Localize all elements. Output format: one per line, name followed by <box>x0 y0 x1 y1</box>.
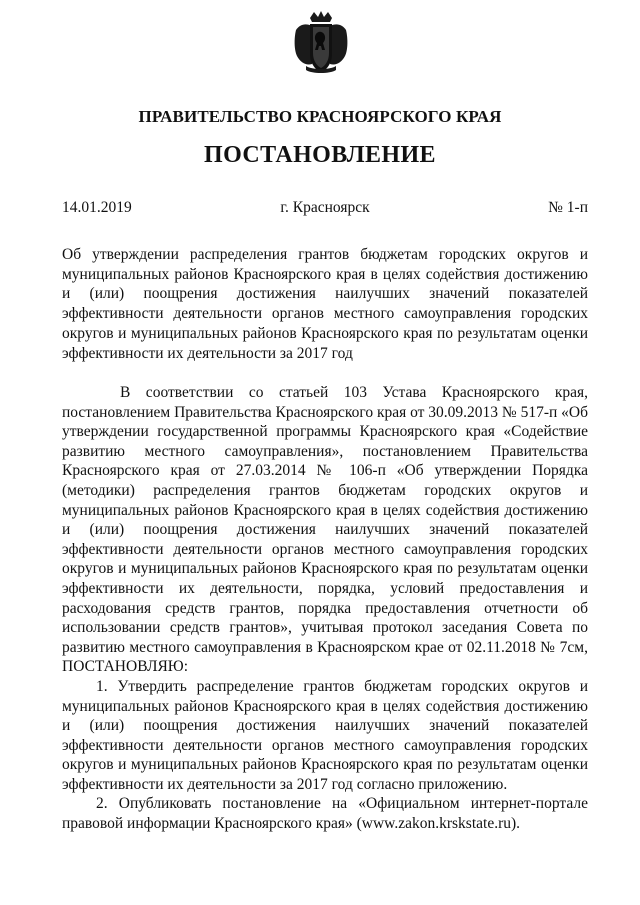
document-date: 14.01.2019 <box>62 199 132 216</box>
government-name: ПРАВИТЕЛЬСТВО КРАСНОЯРСКОГО КРАЯ <box>138 107 502 126</box>
document-number: № 1-п <box>548 199 588 216</box>
document-body <box>62 383 588 834</box>
document-type-title: ПОСТАНОВЛЕНИЕ <box>204 142 436 168</box>
body-item-1: 1. Утвердить распределение грантов бюджетам городских округов и муниципальных районов Красноярского края в целях содействия достижению и (или) поощрения достижения наилучших значений показателей эффективности деятельности органов местного самоуправления городских округов и муниципальных районов Красноярского края по результатам оценки эффективности их деятельности за 2017 год согласно приложению. <box>62 677 588 793</box>
coat-of-arms-emblem <box>292 10 350 76</box>
document-subject: Об утверждении распределения грантов бюджетам городских округов и муниципальных районов Красноярского края в целях содействия достижению и (или) поощрения достижения наилучших значений показателей эффективности деятельности органов местного самоуправления городских округов и муниципальных районов Красноярского края по результатам оценки эффективности их деятельности за 2017 год <box>62 246 588 362</box>
document-city: г. Красноярск <box>280 199 370 216</box>
body-item-2: 2. Опубликовать постановление на «Официальном интернет-портале правовой информации Красноярского края» (www.zakon.krskstate.ru). <box>62 795 588 833</box>
document-meta-row <box>62 199 588 219</box>
body-preamble: В соответствии со статьей 103 Устава Красноярского края, постановлением Правительства Красноярского края от 30.09.2013 № 517-п «Об утверждении государственной программы Красноярского края «Содействие развитию местного самоуправления», постановлением Правительства Красноярского края от 27.03.2014 № 106-п «Об утверждении Порядка (методики) распределения грантов бюджетам городских округов и муниципальных районов Красноярского края в целях содействия достижению и (или) поощрения достижения наилучших значений показателей эффективности деятельности органов местного самоуправления городских округов и муниципальных районов Красноярского края по результатам оценки эффективности их деятельности, порядка, условий предоставления и расходования средств грантов, порядка предоставления отчетности об использовании средств грантов», учитывая протокол заседания Совета по развитию местного самоуправления в Красноярском крае от 02.11.2018 № 7см, ПОСТАНОВЛЯЮ: <box>62 384 589 676</box>
